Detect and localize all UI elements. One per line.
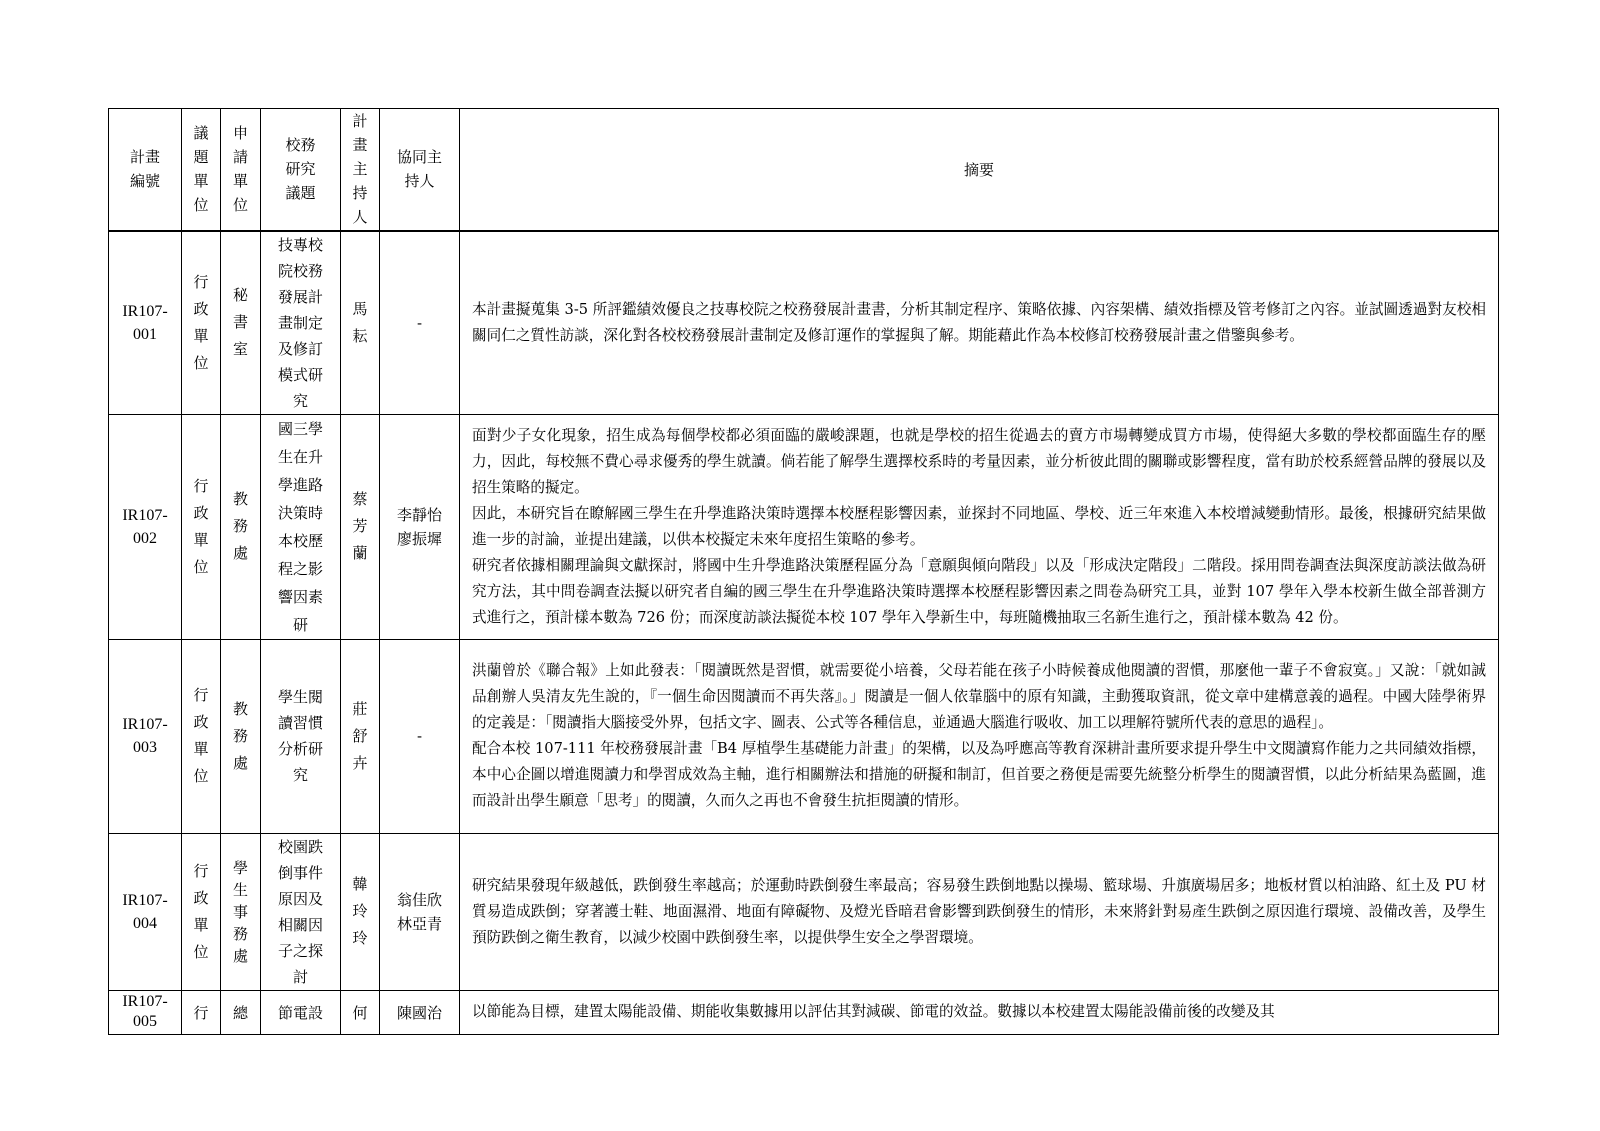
header-project-id: 計畫編號	[109, 109, 182, 231]
apply-unit-cell: 學生事務處	[221, 833, 261, 990]
project-id-cell: IR107- 004	[109, 833, 182, 990]
issue-unit-cell: 行政單位	[182, 833, 221, 990]
header-topic: 校務研究議題	[261, 109, 341, 231]
table-row	[109, 990, 1499, 1034]
header-principal-investigator: 計畫主持人	[341, 109, 380, 231]
apply-unit-cell: 總	[221, 990, 261, 1034]
table-row	[109, 414, 1499, 639]
pi-cell: 何	[341, 990, 380, 1034]
project-id-cell: IR107- 003	[109, 639, 182, 833]
pi-cell: 蔡芳蘭	[341, 414, 380, 639]
issue-unit-cell: 行政單位	[182, 639, 221, 833]
pi-cell: 莊舒卉	[341, 639, 380, 833]
project-id-cell: IR107- 005	[109, 990, 182, 1034]
header-row	[109, 109, 1499, 231]
issue-unit-cell: 行	[182, 990, 221, 1034]
apply-unit-cell: 秘書室	[221, 231, 261, 415]
table-row	[109, 231, 1499, 415]
co-pi-cell: 陳國治	[380, 990, 460, 1034]
summary-cell: 洪蘭曾於《聯合報》上如此發表：「閱讀既然是習慣，就需要從小培養，父母若能在孩子小時候養成他閱讀的習慣，那麼他一輩子不會寂寞。」又說：「就如誠品創辦人吳清友先生說的，『一個生命因閱讀而不再失落』。」閱讀是一個人依靠腦中的原有知識，主動獲取資訊，從文章中建構意義的過程。中國大陸學術界的定義是：「閱讀指大腦接受外界，包括文字、圖表、公式等各種信息，並通過大腦進行吸收、加工以理解符號所代表的意思的過程」。 配合本校 107-111 年校務發展計畫「B4 厚植學生基礎能力計畫」的架構，以及為呼應高等教育深耕計畫所要求提升學生中文閱讀寫作能力之共同績效指標，本中心企圖以增進閱讀力和學習成效為主軸，進行相關辦法和措施的研擬和制訂，但首要之務便是需要先統整分析學生的閱讀習慣，以此分析結果為藍圖，進而設計出學生願意「思考」的閱讀，久而久之再也不會發生抗拒閱讀的情形。	[460, 639, 1499, 833]
issue-unit-cell: 行政單位	[182, 231, 221, 415]
co-pi-cell: 翁佳欣 林亞青	[380, 833, 460, 990]
pi-cell: 馬耘	[341, 231, 380, 415]
topic-cell: 技專校院校務發展計畫制定及修訂模式研究	[261, 231, 341, 415]
apply-unit-cell: 教務處	[221, 639, 261, 833]
header-apply-unit: 申請單位	[221, 109, 261, 231]
summary-cell: 以節能為目標，建置太陽能設備、期能收集數據用以評估其對減碳、節電的效益。數據以本校建置太陽能設備前後的改變及其	[460, 990, 1499, 1034]
header-issue-unit: 議題單位	[182, 109, 221, 231]
table-row	[109, 639, 1499, 833]
pi-cell: 韓玲玲	[341, 833, 380, 990]
issue-unit-cell: 行政單位	[182, 414, 221, 639]
topic-cell: 校園跌倒事件原因及相關因子之探討	[261, 833, 341, 990]
co-pi-cell: 李靜怡 廖振墀	[380, 414, 460, 639]
topic-cell: 節電設	[261, 990, 341, 1034]
project-id-cell: IR107- 002	[109, 414, 182, 639]
apply-unit-cell: 教務處	[221, 414, 261, 639]
topic-cell: 學生閱讀習慣分析研究	[261, 639, 341, 833]
summary-cell: 面對少子女化現象，招生成為每個學校都必須面臨的嚴峻課題，也就是學校的招生從過去的賣方市場轉變成買方市場，使得絕大多數的學校都面臨生存的壓力，因此，每校無不費心尋求優秀的學生就讀。倘若能了解學生選擇校系時的考量因素，並分析彼此間的關聯或影響程度，當有助於校系經營品牌的發展以及招生策略的擬定。 因此，本研究旨在瞭解國三學生在升學進路決策時選擇本校歷程影響因素，並探封不同地區、學校、近三年來進入本校增減變動情形。最後，根據研究結果做進一步的討論，並提出建議，以供本校擬定未來年度招生策略的參考。 研究者依據相關理論與文獻探討，將國中生升學進路決策歷程區分為「意願與傾向階段」以及「形成決定階段」二階段。採用問卷調查法與深度訪談法做為研究方法，其中問卷調查法擬以研究者自編的國三學生在升學進路決策時選擇本校歷程影響因素之問卷為研究工具，並對 107 學年入學本校新生做全部普測方式進行之，預計樣本數為 726 份；而深度訪談法擬從本校 107 學年入學新生中，每班隨機抽取三名新生進行之，預計樣本數為 42 份。	[460, 414, 1499, 639]
header-summary: 摘要	[460, 109, 1499, 231]
co-pi-cell: -	[380, 231, 460, 415]
summary-cell: 本計畫擬蒐集 3-5 所評鑑績效優良之技專校院之校務發展計畫書，分析其制定程序、策略依據、內容架構、績效指標及管考修訂之內容。並試圖透過對友校相關同仁之質性訪談，深化對各校校務發展計畫制定及修訂運作的掌握與了解。期能藉此作為本校修訂校務發展計畫之借鑒與參考。	[460, 231, 1499, 415]
topic-cell: 國三學生在升學進路決策時本校歷程之影響因素研	[261, 414, 341, 639]
co-pi-cell: -	[380, 639, 460, 833]
project-id-cell: IR107- 001	[109, 231, 182, 415]
research-project-table	[108, 108, 1499, 1035]
table-row	[109, 833, 1499, 990]
summary-cell: 研究結果發現年級越低，跌倒發生率越高；於運動時跌倒發生率最高；容易發生跌倒地點以操場、籃球場、升旗廣場居多；地板材質以柏油路、紅土及 PU 材質易造成跌倒；穿著護士鞋、地面濕滑、地面有障礙物、及燈光昏暗君會影響到跌倒發生的情形，未來將針對易產生跌倒之原因進行環境、設備改善，及學生預防跌倒之衛生教育，以減少校園中跌倒發生率，以提供學生安全之學習環境。	[460, 833, 1499, 990]
header-co-investigator: 協同主持人	[380, 109, 460, 231]
